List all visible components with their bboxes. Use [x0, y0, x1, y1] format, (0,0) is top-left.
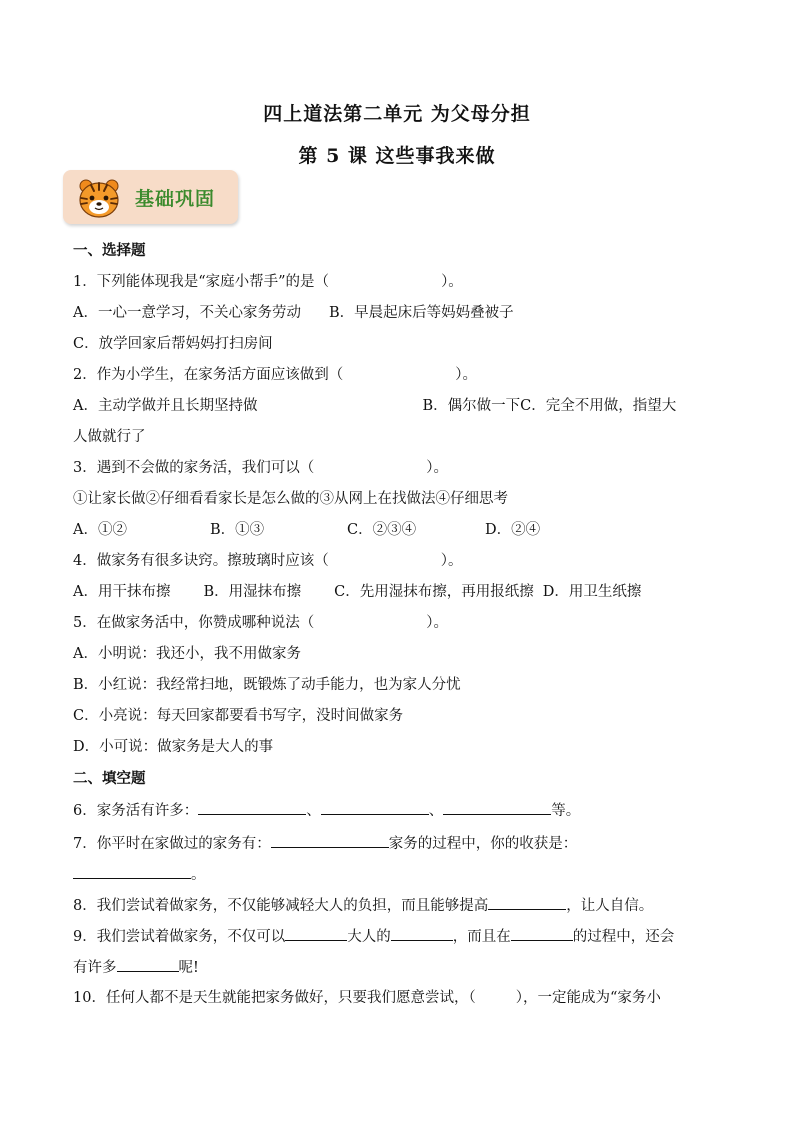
q1-stem: 1．下列能体现我是“家庭小帮手”的是（: [73, 274, 330, 290]
q3-option-d[interactable]: D．②④: [485, 522, 541, 538]
q3-stem: 3．遇到不会做的家务活，我们可以（: [73, 460, 315, 476]
q2-close: ）。: [455, 367, 477, 383]
q6-text: 6．家务活有许多：: [73, 803, 199, 819]
q5-close: ）。: [426, 615, 448, 631]
q9-text-2: 大人的: [347, 929, 391, 945]
question-9: [73, 925, 733, 948]
q6-end: 等。: [551, 803, 581, 819]
q4-options-row: [73, 581, 733, 603]
q10-text-2: ），一定能成为“家务小: [515, 990, 661, 1006]
question-10: [73, 987, 733, 1009]
question-7: [73, 832, 733, 855]
q6-blank-2[interactable]: [321, 799, 429, 815]
q7-text-1: 7．你平时在家做过的家务有：: [73, 836, 271, 852]
question-2: [73, 364, 733, 386]
q9-text-3: ，而且在: [452, 929, 511, 945]
q9-text-1: 9．我们尝试着做家务，不仅可以: [73, 929, 286, 945]
question-6: [73, 799, 733, 822]
q7-blank-1[interactable]: [271, 832, 389, 848]
q7-end: 。: [191, 867, 206, 883]
q6-sep-1: 、: [306, 803, 321, 819]
q1-option-a[interactable]: A．一心一意学习，不关心家务劳动: [73, 305, 301, 321]
basic-consolidation-badge: [63, 170, 238, 224]
q9-blank-2[interactable]: [391, 925, 453, 941]
question-1: [73, 271, 733, 293]
q5-option-b[interactable]: B．小红说：我经常扫地，既锻炼了动手能力，也为家人分忧: [73, 677, 461, 693]
q3-options-row: [73, 519, 733, 541]
question-4: [73, 550, 733, 572]
q9-blank-3[interactable]: [511, 925, 573, 941]
q8-text: 8．我们尝试着做家务，不仅能够减轻大人的负担，而且能够提高: [73, 898, 489, 914]
q9-blank-4[interactable]: [117, 956, 179, 972]
q3-option-c[interactable]: C．②③④: [347, 522, 417, 538]
q5-option-d[interactable]: D．小可说：做家务是大人的事: [73, 739, 274, 755]
q3-close: ）。: [426, 460, 448, 476]
q4-stem: 4．做家务有很多诀窍。擦玻璃时应该（: [73, 553, 329, 569]
q2-option-c-continued: 人做就行了: [73, 429, 146, 445]
q2-option-b[interactable]: B．偶尔做一下: [422, 398, 521, 414]
q6-blank-1[interactable]: [198, 799, 306, 815]
question-3: [73, 457, 733, 479]
question-7-continued: [73, 863, 733, 886]
q5-option-c[interactable]: C．小亮说：每天回家都要看书写字，没时间做家务: [73, 708, 404, 724]
q9-text-4: 的过程中，还会: [572, 929, 675, 945]
q9-blank-1[interactable]: [285, 925, 347, 941]
q10-text-1: 10．任何人都不是天生就能把家务做好，只要我们愿意尝试，（: [73, 990, 476, 1006]
question-8: [73, 894, 733, 917]
tiger-face-icon: [77, 176, 121, 220]
q1-options-row: [73, 302, 733, 324]
q7-text-2: 家务的过程中，你的收获是：: [388, 836, 578, 852]
q6-blank-3[interactable]: [443, 799, 551, 815]
worksheet-title: 四上道法第二单元 为父母分担: [263, 103, 531, 125]
section-heading-choice: 一、选择题: [73, 243, 146, 259]
q3-option-b[interactable]: B．①③: [210, 522, 265, 538]
q5-option-a[interactable]: A．小明说：我还小，我不用做家务: [73, 646, 301, 662]
badge-label: 基础巩固: [135, 188, 216, 210]
q2-option-c[interactable]: C．完全不用做，指望大: [520, 398, 677, 414]
q4-option-c[interactable]: C．先用湿抹布擦，再用报纸擦: [334, 584, 534, 600]
q2-stem: 2．作为小学生，在家务活方面应该做到（: [73, 367, 344, 383]
q9-end: 呢!: [178, 960, 199, 976]
q8-end: ，让人自信。: [566, 898, 654, 914]
q3-option-a[interactable]: A．①②: [73, 522, 127, 538]
q1-close: ）。: [441, 274, 463, 290]
q2-options-row: [73, 395, 733, 417]
q4-option-d[interactable]: D．用卫生纸擦: [542, 584, 642, 600]
q4-option-b[interactable]: B．用湿抹布擦: [203, 584, 302, 600]
q5-stem: 5．在做家务活中，你赞成哪种说法（: [73, 615, 315, 631]
section-heading-fill: 二、填空题: [73, 771, 146, 787]
q6-sep-2: 、: [428, 803, 444, 819]
q4-close: ）。: [440, 553, 463, 569]
lesson-title: 第 5 课 这些事我来做: [298, 145, 496, 167]
q3-items: ①让家长做②仔细看看家长是怎么做的③从网上在找做法④仔细思考: [73, 491, 508, 507]
q1-option-c[interactable]: C．放学回家后帮妈妈打扫房间: [73, 336, 273, 352]
question-9-continued: [73, 956, 733, 979]
q4-option-a[interactable]: A．用干抹布擦: [73, 584, 171, 600]
question-5: [73, 612, 733, 634]
q2-option-a[interactable]: A．主动学做并且长期坚持做: [73, 398, 258, 414]
q1-option-b[interactable]: B．早晨起床后等妈妈叠被子: [328, 305, 514, 321]
q7-blank-2[interactable]: [73, 863, 191, 879]
q8-blank[interactable]: [488, 894, 566, 910]
q9-text-5: 有许多: [73, 960, 117, 976]
